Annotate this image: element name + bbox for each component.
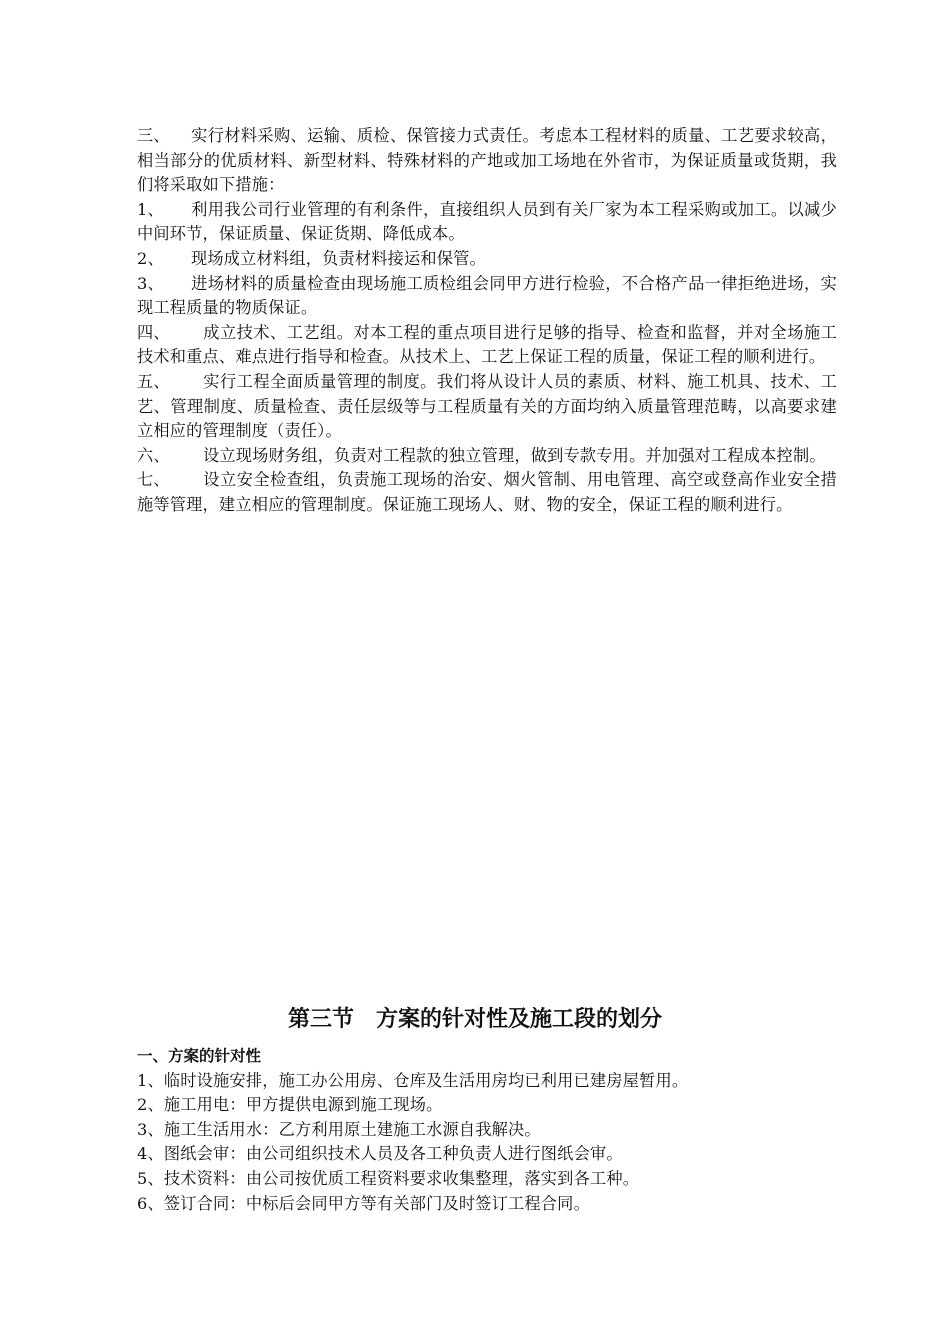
- paragraph-number: 六、: [137, 445, 170, 465]
- paragraph-7: [137, 468, 837, 517]
- list-item: 5、技术资料：由公司按优质工程资料要求收集整理，落实到各工种。: [137, 1168, 640, 1188]
- paragraph-text: 进场材料的质量检查由现场施工质检组会同甲方进行检验，不合格产品一律拒绝进场，实现工程质量的物质保证。: [137, 273, 837, 318]
- list-item: 6、签订合同：中标后会同甲方等有关部门及时签订工程合同。: [137, 1193, 590, 1213]
- list-item: 3、施工生活用水：乙方利用原土建施工水源自我解决。: [137, 1119, 541, 1139]
- list-item: 4、图纸会审：由公司组织技术人员及各工种负责人进行图纸会审。: [137, 1144, 623, 1164]
- measures-section: [137, 124, 837, 518]
- paragraph-4: [137, 321, 837, 370]
- paragraph-6: [137, 444, 837, 469]
- section-title: 第三节 方案的针对性及施工段的划分: [287, 1007, 662, 1032]
- paragraph-text: 实行材料采购、运输、质检、保管接力式责任。考虑本工程材料的质量、工艺要求较高，相当部分的优质材料、新型材料、特殊材料的产地或加工场地在外省市，为保证质量或货期，我们将采取如下措施：: [137, 126, 837, 195]
- list-item: 2、施工用电：甲方提供电源到施工现场。: [137, 1095, 443, 1115]
- paragraph-text: 现场成立材料组，负责材料接运和保管。: [191, 248, 486, 268]
- paragraph-3-3: [137, 272, 837, 321]
- paragraph-number: 2、: [137, 248, 164, 268]
- paragraph-3: [137, 124, 837, 198]
- paragraph-text: 成立技术、工艺组。对本工程的重点项目进行足够的指导、检查和监督，并对全场施工技术和重点、难点进行指导和检查。从技术上、工艺上保证工程的质量，保证工程的顺利进行。: [137, 322, 837, 367]
- paragraph-text: 利用我公司行业管理的有利条件，直接组织人员到有关厂家为本工程采购或加工。以减少中间环节，保证质量、保证货期、降低成本。: [137, 199, 837, 244]
- paragraph-5: [137, 370, 837, 444]
- paragraph-number: 三、: [137, 126, 170, 145]
- paragraph-number: 3、: [137, 273, 164, 293]
- paragraph-3-1: [137, 198, 837, 247]
- subsection-title: 一、方案的针对性: [137, 1047, 262, 1065]
- paragraph-number: 1、: [137, 199, 164, 219]
- paragraph-number: 四、: [137, 322, 170, 342]
- list-item: 1、临时设施安排，施工办公用房、仓库及生活用房均已利用已建房屋暂用。: [137, 1070, 689, 1090]
- paragraph-text: 设立安全检查组，负责施工现场的治安、烟火管制、用电管理、高空或登高作业安全措施等管理，建立相应的管理制度。保证施工现场人、财、物的安全，保证工程的顺利进行。: [137, 470, 837, 514]
- paragraph-text: 实行工程全面质量管理的制度。我们将从设计人员的素质、材料、施工机具、技术、工艺、管理制度、质量检查、责任层级等与工程质量有关的方面均纳入质量管理范畴，以高要求建立相应的管理制度（责任）。: [137, 371, 837, 441]
- paragraph-3-2: [137, 247, 837, 272]
- paragraph-number: 七、: [137, 470, 170, 490]
- paragraph-number: 五、: [137, 371, 170, 391]
- targeting-section: [137, 1044, 837, 1216]
- paragraph-text: 设立现场财务组，负责对工程款的独立管理，做到专款专用。并加强对工程成本控制。: [203, 445, 826, 465]
